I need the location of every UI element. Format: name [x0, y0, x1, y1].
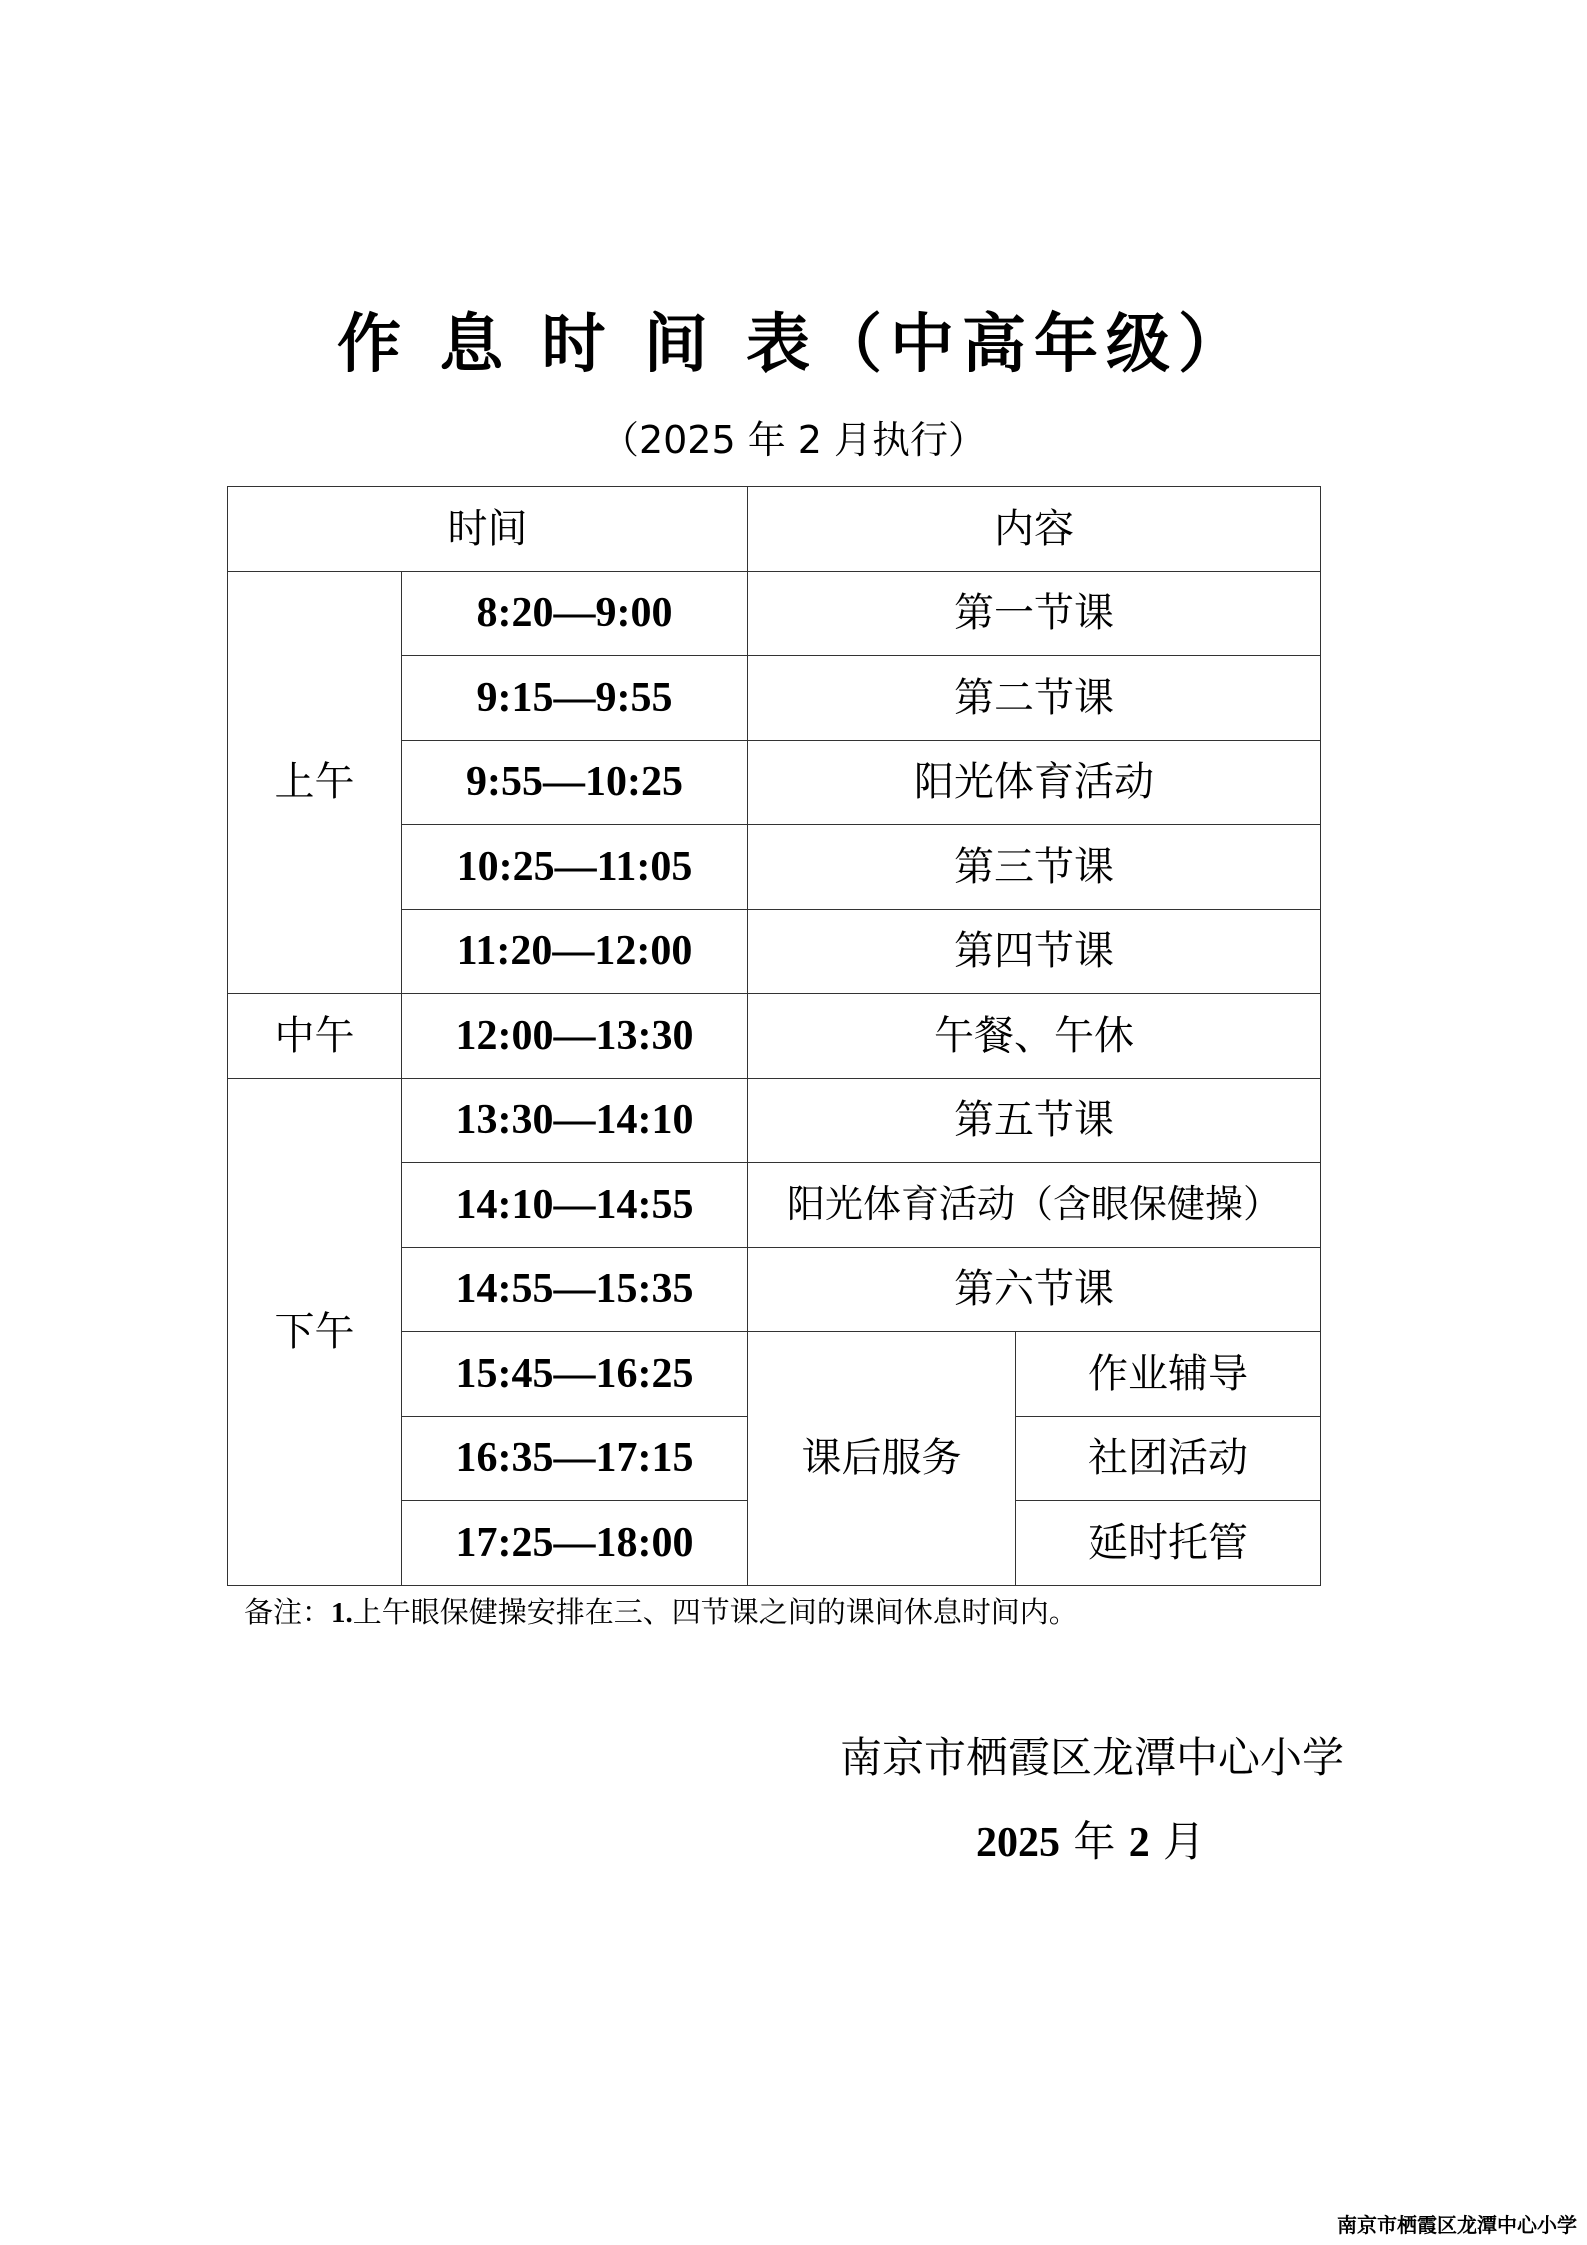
- content-cell: 社团活动: [1016, 1416, 1321, 1501]
- content-cell: 第二节课: [748, 656, 1321, 741]
- header-content: 内容: [748, 487, 1321, 572]
- schedule-table: [227, 486, 1321, 1586]
- time-cell: 14:55—15:35: [402, 1247, 748, 1332]
- content-cell: 作业辅导: [1016, 1332, 1321, 1417]
- period-afternoon: 下午: [228, 1078, 402, 1585]
- content-cell: 阳光体育活动（含眼保健操）: [748, 1163, 1321, 1248]
- school-name: 南京市栖霞区龙潭中心小学: [840, 1733, 1345, 1782]
- issue-year: 2025: [976, 1820, 1060, 1866]
- footer-watermark: 南京市栖霞区龙潭中心小学: [1337, 2213, 1577, 2237]
- time-cell: 16:35—17:15: [402, 1416, 748, 1501]
- content-cell: 第五节课: [748, 1078, 1321, 1163]
- content-cell: 午餐、午休: [748, 994, 1321, 1079]
- content-cell: 阳光体育活动: [748, 740, 1321, 825]
- footnote-text: 上午眼保健操安排在三、四节课之间的课间休息时间内。: [352, 1595, 1078, 1629]
- time-cell: 13:30—14:10: [402, 1078, 748, 1163]
- footnote-prefix: 备注：: [244, 1595, 332, 1629]
- after-school-service-label: 课后服务: [748, 1332, 1016, 1586]
- period-noon: 中午: [228, 994, 402, 1079]
- content-cell: 第三节课: [748, 825, 1321, 910]
- footnote: [244, 1592, 1078, 1633]
- issue-month: 2: [1128, 1820, 1150, 1866]
- table-row: [228, 571, 1321, 656]
- issue-month-unit: 月: [1149, 1817, 1206, 1866]
- time-cell: 11:20—12:00: [402, 909, 748, 994]
- issue-year-unit: 年: [1060, 1817, 1129, 1866]
- page-subtitle: （2025 年 2 月执行）: [600, 418, 987, 462]
- time-cell: 9:55—10:25: [402, 740, 748, 825]
- content-cell: 第四节课: [748, 909, 1321, 994]
- time-cell: 10:25—11:05: [402, 825, 748, 910]
- time-cell: 14:10—14:55: [402, 1163, 748, 1248]
- time-cell: 8:20—9:00: [402, 571, 748, 656]
- time-cell: 12:00—13:30: [402, 994, 748, 1079]
- table-row: [228, 994, 1321, 1079]
- table-row: [228, 1078, 1321, 1163]
- content-cell: 延时托管: [1016, 1501, 1321, 1586]
- header-time: 时间: [228, 487, 748, 572]
- time-cell: 17:25—18:00: [402, 1501, 748, 1586]
- content-cell: 第一节课: [748, 571, 1321, 656]
- time-cell: 15:45—16:25: [402, 1332, 748, 1417]
- footnote-number: 1.: [331, 1597, 353, 1629]
- period-morning: 上午: [228, 571, 402, 994]
- time-cell: 9:15—9:55: [402, 656, 748, 741]
- table-header-row: [228, 487, 1321, 572]
- content-cell: 第六节课: [748, 1247, 1321, 1332]
- page-title: 作 息 时 间 表（中高年级）: [336, 308, 1251, 382]
- issue-date: [976, 1812, 1205, 1873]
